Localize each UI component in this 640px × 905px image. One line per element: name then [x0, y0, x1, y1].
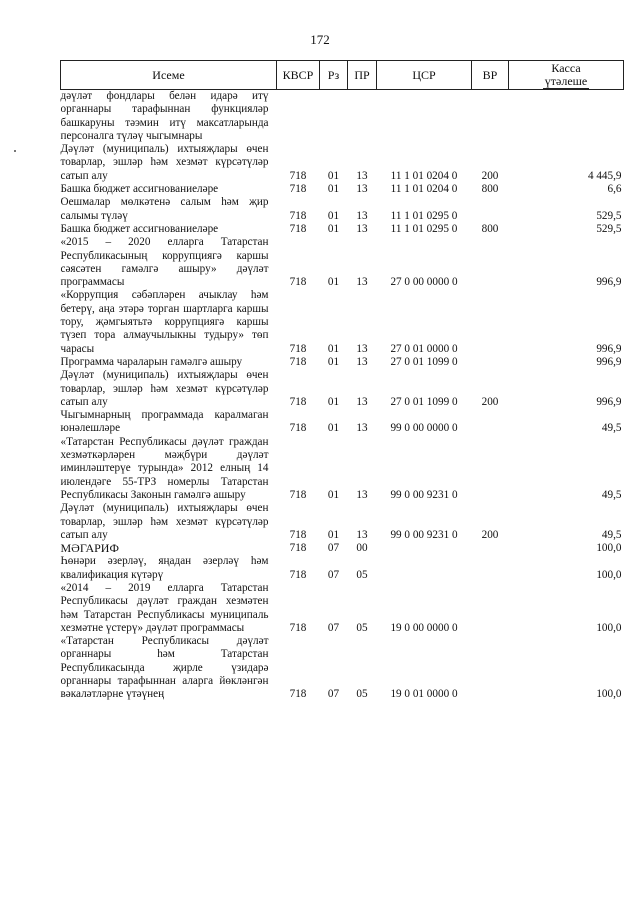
- cell-csr: 27 0 01 1099 0: [390, 355, 458, 368]
- cell-pr: 05: [356, 568, 368, 581]
- cell-kvsr: 718: [289, 528, 307, 541]
- cell-kvsr: 718: [289, 342, 307, 355]
- cell-kassa: 529,5: [596, 209, 622, 222]
- cell-rz: 01: [327, 209, 340, 222]
- cell-pr: 13: [356, 342, 368, 355]
- cell-csr: 27 0 01 1099 0: [390, 395, 458, 408]
- cell-kassa: 100,0: [596, 568, 622, 581]
- header-pr: ПР: [348, 61, 377, 90]
- table-header: [61, 61, 624, 90]
- cell-name: Башка бюджет ассигнованиеләре: [60, 222, 219, 235]
- cell-kvsr: 718: [289, 395, 307, 408]
- cell-kvsr: 718: [289, 169, 307, 182]
- cell-pr: 13: [356, 422, 368, 435]
- cell-csr: 19 0 01 0000 0: [390, 688, 458, 701]
- cell-pr: 13: [356, 209, 368, 222]
- scan-mark: [14, 150, 16, 152]
- cell-rz: 01: [327, 422, 340, 435]
- cell-csr: [377, 542, 472, 555]
- cell-rz: 01: [327, 488, 340, 501]
- cell-vr: [472, 289, 509, 355]
- table-row: [61, 635, 624, 701]
- cell-vr: [472, 542, 509, 555]
- table-row: [61, 409, 624, 436]
- cell-kassa: 49,5: [601, 422, 622, 435]
- cell-name: Һөнәри әзерләү, яңадан әзерләү һәм квалификация күтәрү: [60, 555, 269, 581]
- cell-kassa: 6,6: [607, 183, 622, 196]
- cell-kvsr: 718: [289, 355, 307, 368]
- cell-name: Дәүләт (муниципаль) ихтыяҗлары өчен товарлар, эшләр һәм хезмәт күрсәтүләр сатып алу: [60, 143, 269, 182]
- cell-pr: 05: [356, 621, 368, 634]
- cell-kassa: 996,9: [596, 276, 622, 289]
- cell-kvsr: 718: [289, 422, 307, 435]
- cell-name: Чыгымнарның программада каралмаган юнәлешләре: [60, 409, 269, 435]
- cell-kassa: 529,5: [596, 222, 622, 235]
- cell-vr: [472, 409, 509, 436]
- cell-vr: [472, 236, 509, 289]
- cell-rz: 07: [327, 568, 340, 581]
- cell-kassa: 100,0: [596, 621, 622, 634]
- cell-vr: 200: [481, 169, 499, 182]
- table-row: [61, 356, 624, 369]
- cell-name: «2014 – 2019 елларга Татарстан Республикасы дәүләт граждан хезмәтен һәм Татарстан Республикасы муниципаль хезмәтне үстерү» дәүләт программасы: [60, 581, 269, 634]
- cell-pr: 13: [356, 222, 368, 235]
- cell-kvsr: 718: [289, 209, 307, 222]
- cell-kassa: 49,5: [601, 528, 622, 541]
- cell-rz: 01: [327, 276, 340, 289]
- cell-name: «Татарстан Республикасы дәүләт граждан хезмәткәрләрен мәҗбүри дәүләт иминләштерүе турында» 2012 елның 14 июлендәге 55-ТРЗ номерлы Татарстан Республикасы Законын гамәлгә ашыру: [60, 435, 269, 501]
- table-row: [61, 90, 624, 144]
- header-kassa: [509, 61, 624, 90]
- table-row: [61, 436, 624, 502]
- cell-rz: 01: [327, 528, 340, 541]
- cell-vr: [472, 90, 509, 144]
- cell-rz: 01: [327, 395, 340, 408]
- cell-name: «2015 – 2020 елларга Татарстан Республикасының коррупциягә каршы сәясәтен гамәлгә ашыру» дәүләт программасы: [60, 236, 269, 289]
- cell-csr: 99 0 00 0000 0: [390, 422, 458, 435]
- cell-vr: 800: [481, 222, 499, 235]
- cell-kvsr: 718: [289, 276, 307, 289]
- cell-kvsr: 718: [289, 688, 307, 701]
- cell-csr: 99 0 00 9231 0: [390, 488, 458, 501]
- cell-name: «Коррупция сәбәпләрен ачыклау һәм бетерү, аңа этәрә торган шартларга каршы тору, җәмгыятьтә коррупциягә каршы түзеп тора алмаучылыкны тудыру» төп чарасы: [60, 289, 269, 355]
- cell-csr: 11 1 01 0204 0: [390, 183, 458, 196]
- cell-vr: [472, 436, 509, 502]
- cell-name: Программа чараларын гамәлгә ашыру: [60, 355, 243, 368]
- cell-name: дәүләт фондлары белән идарә итү органнары тарафыннан функцияләр башкаруны тәэмин итү максатларында персоналга түләү чыгымнары: [60, 90, 269, 142]
- cell-vr: [472, 582, 509, 635]
- header-name: Исеме: [61, 61, 277, 90]
- cell-name: Дәүләт (муниципаль) ихтыяҗлары өчен товарлар, эшләр һәм хезмәт күрсәтүләр сатып алу: [60, 502, 269, 541]
- table-row: [61, 223, 624, 236]
- cell-name: Оешмалар мөлкәтенә салым һәм җир салымы түләү: [60, 196, 269, 222]
- cell-pr: 13: [356, 169, 368, 182]
- cell-pr: 05: [356, 688, 368, 701]
- cell-pr: 13: [356, 183, 368, 196]
- cell-kvsr: 718: [289, 488, 307, 501]
- cell-kassa: 100,0: [596, 542, 622, 555]
- cell-rz: 01: [327, 342, 340, 355]
- cell-vr: [472, 356, 509, 369]
- header-kassa-line2: үтәлеше: [544, 74, 588, 88]
- cell-vr: 200: [481, 528, 499, 541]
- header-kvsr: КВСР: [277, 61, 320, 90]
- header-kassa-line1: Касса: [551, 61, 581, 75]
- table-row: [61, 582, 624, 635]
- cell-name: Башка бюджет ассигнованиеләре: [60, 183, 219, 196]
- cell-csr: [377, 555, 472, 582]
- cell-kassa: 100,0: [596, 688, 622, 701]
- cell-kassa: [509, 90, 624, 144]
- table-row: [61, 289, 624, 355]
- cell-csr: 11 1 01 0295 0: [390, 222, 458, 235]
- table-row: [61, 555, 624, 582]
- cell-csr: 11 1 01 0295 0: [390, 209, 458, 222]
- page-number: 172: [310, 32, 330, 47]
- header-rz: Рз: [320, 61, 348, 90]
- cell-kvsr: 718: [289, 183, 307, 196]
- cell-csr: [377, 90, 472, 144]
- cell-vr: 800: [481, 183, 499, 196]
- cell-vr: [472, 555, 509, 582]
- cell-pr: 13: [356, 395, 368, 408]
- cell-rz: 07: [327, 542, 340, 555]
- table-row: [61, 236, 624, 289]
- cell-kvsr: 718: [289, 621, 307, 634]
- table-row: [61, 143, 624, 183]
- table-row: [61, 196, 624, 223]
- cell-kassa: 996,9: [596, 342, 622, 355]
- cell-pr: 13: [356, 276, 368, 289]
- cell-pr: 13: [356, 355, 368, 368]
- cell-rz: 01: [327, 355, 340, 368]
- cell-pr: [348, 90, 377, 144]
- cell-rz: 01: [327, 222, 340, 235]
- cell-name: МӘГАРИФ: [60, 541, 119, 556]
- budget-table: [60, 60, 624, 702]
- cell-csr: 99 0 00 9231 0: [390, 528, 458, 541]
- cell-kvsr: [277, 90, 320, 144]
- cell-rz: 07: [327, 621, 340, 634]
- cell-vr: 200: [481, 395, 499, 408]
- table-row: [61, 502, 624, 542]
- cell-vr: [472, 635, 509, 701]
- cell-kvsr: 718: [289, 568, 307, 581]
- header-vr: ВР: [472, 61, 509, 90]
- cell-kassa: 4 445,9: [587, 169, 622, 182]
- cell-pr: 13: [356, 528, 368, 541]
- cell-kassa: 996,9: [596, 355, 622, 368]
- cell-csr: 11 1 01 0204 0: [390, 169, 458, 182]
- cell-kvsr: 718: [289, 222, 307, 235]
- cell-pr: 00: [356, 542, 368, 555]
- cell-name: «Татарстан Республикасы дәүләт органнары һәм Татарстан Республикасында җирле үзидарә органнары тарафыннан аларга йөкләнгән вәкаләтләрне үтәүнең: [60, 635, 269, 701]
- header-csr: ЦСР: [377, 61, 472, 90]
- cell-kassa: 49,5: [601, 488, 622, 501]
- table-row: [61, 542, 624, 555]
- table-row: [61, 183, 624, 196]
- cell-kassa: 996,9: [596, 395, 622, 408]
- cell-csr: 19 0 00 0000 0: [390, 621, 458, 634]
- table-body: [61, 90, 624, 702]
- cell-name: Дәүләт (муниципаль) ихтыяҗлары өчен товарлар, эшләр һәм хезмәт күрсәтүләр сатып алу: [60, 369, 269, 408]
- cell-pr: 13: [356, 488, 368, 501]
- table-row: [61, 369, 624, 409]
- cell-csr: 27 0 00 0000 0: [390, 276, 458, 289]
- cell-rz: 07: [327, 688, 340, 701]
- cell-rz: 01: [327, 183, 340, 196]
- cell-kvsr: 718: [289, 542, 307, 555]
- cell-vr: [472, 196, 509, 223]
- cell-csr: 27 0 01 0000 0: [390, 342, 458, 355]
- cell-rz: [320, 90, 348, 144]
- cell-rz: 01: [327, 169, 340, 182]
